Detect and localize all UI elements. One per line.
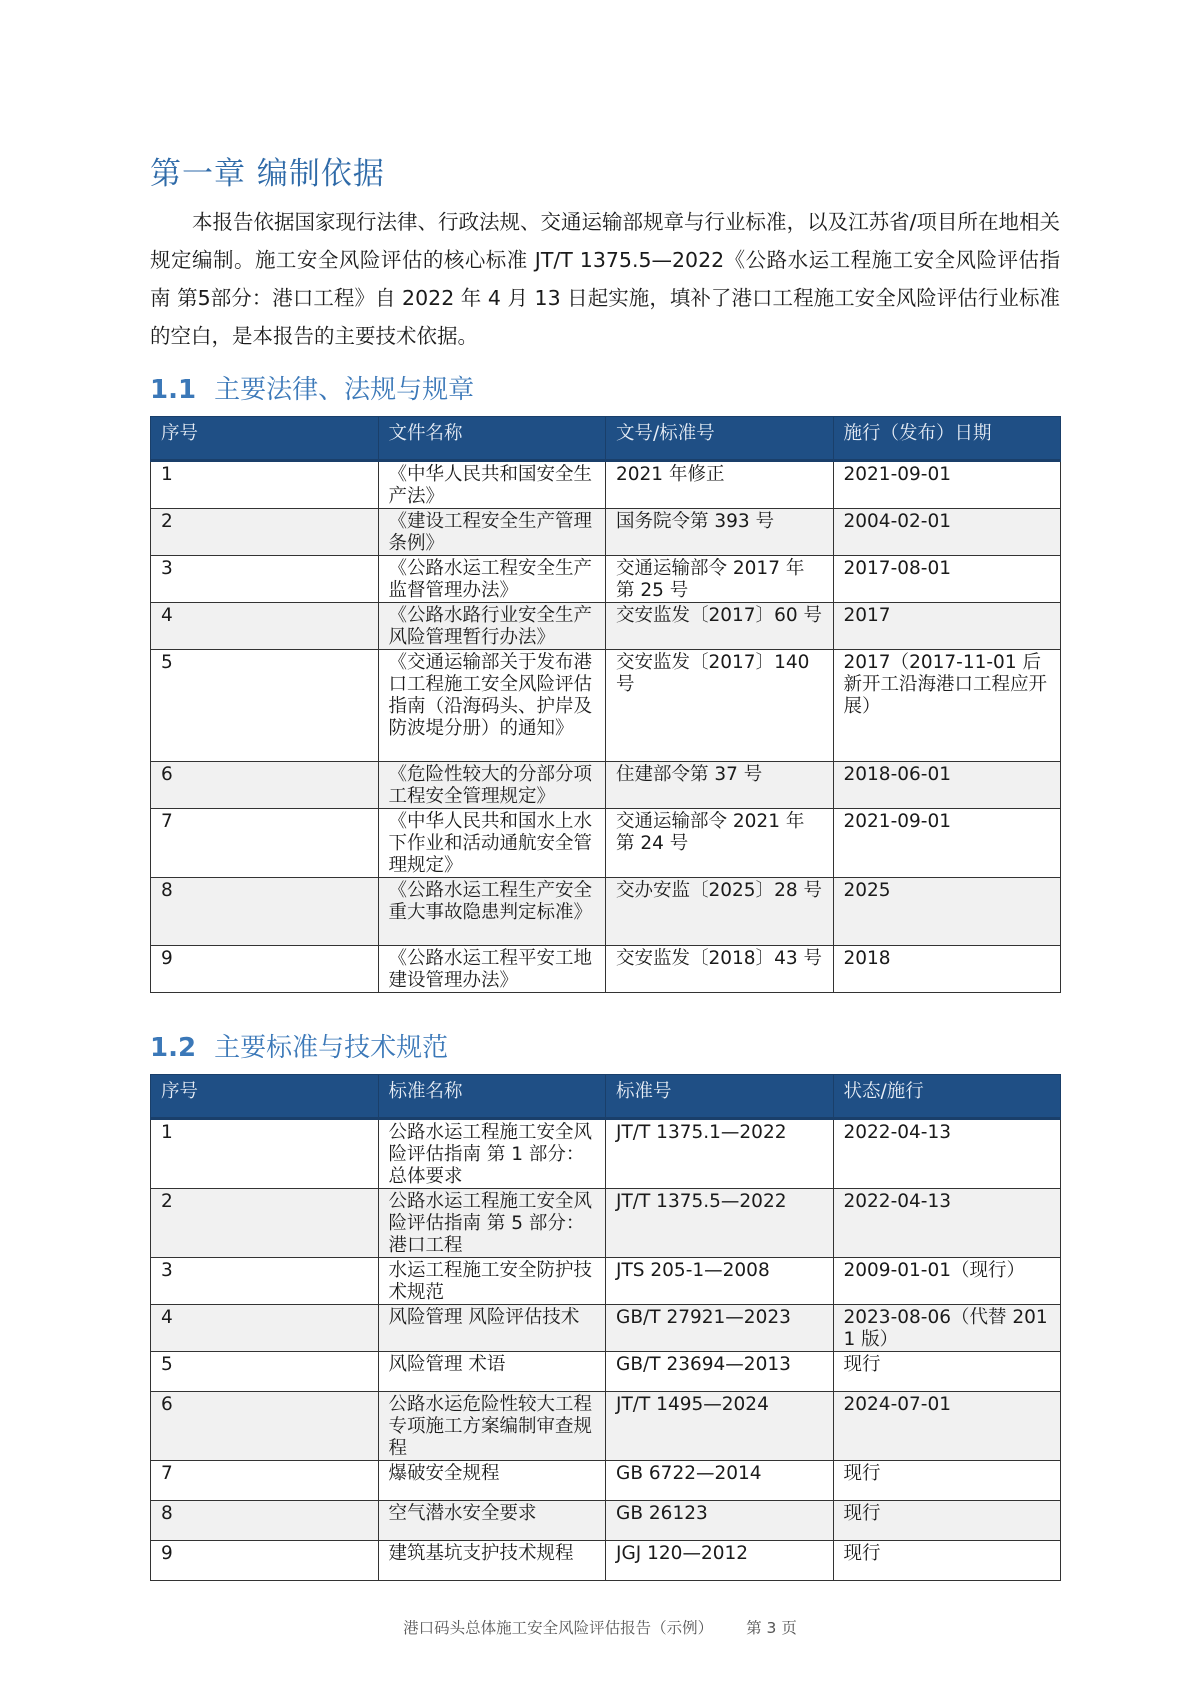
table-cell: 2 bbox=[151, 1189, 379, 1258]
header-cell: 施行（发布）日期 bbox=[833, 417, 1061, 461]
table-header-row bbox=[151, 1075, 1061, 1119]
table-cell: 2022-04-13 bbox=[833, 1119, 1061, 1189]
table-cell: 《公路水运工程生产安全重大事故隐患判定标准》 bbox=[378, 878, 606, 946]
table-cell: GB/T 27921—2023 bbox=[606, 1305, 834, 1352]
table-row bbox=[151, 1501, 1061, 1541]
table-cell: 5 bbox=[151, 650, 379, 762]
table-row bbox=[151, 556, 1061, 603]
table-cell: 现行 bbox=[833, 1461, 1061, 1501]
intro-paragraph: 本报告依据国家现行法律、行政法规、交通运输部规章与行业标准，以及江苏省/项目所在地相关规定编制。施工安全风险评估的核心标准 JT/T 1375.5—2022《公路水运工程施工安全风险评估指南 第5部分：港口工程》自 2022 年 4 月 13 日起实施，填补了港口工程施工安全风险评估行业标准的空白，是本报告的主要技术依据。 bbox=[150, 210, 1060, 348]
table-cell: 4 bbox=[151, 603, 379, 650]
table-row bbox=[151, 509, 1061, 556]
table-cell: JT/T 1375.1—2022 bbox=[606, 1119, 834, 1189]
table-row bbox=[151, 1305, 1061, 1352]
section-heading-1-1 bbox=[150, 369, 1060, 406]
table-cell: 2017 bbox=[833, 603, 1061, 650]
document-page bbox=[150, 148, 1060, 1581]
table-cell: JT/T 1495—2024 bbox=[606, 1392, 834, 1461]
table-cell: 风险管理 风险评估技术 bbox=[378, 1305, 606, 1352]
table-cell: 3 bbox=[151, 1258, 379, 1305]
table-row bbox=[151, 1189, 1061, 1258]
table-cell: 《公路水运工程安全生产监督管理办法》 bbox=[378, 556, 606, 603]
table-cell: JTS 205-1—2008 bbox=[606, 1258, 834, 1305]
table-cell: 交安监发〔2017〕140 号 bbox=[606, 650, 834, 762]
table-cell: 2021 年修正 bbox=[606, 461, 834, 509]
table-row bbox=[151, 650, 1061, 762]
header-cell: 序号 bbox=[151, 1075, 379, 1119]
table-cell: 风险管理 术语 bbox=[378, 1352, 606, 1392]
table-cell: GB 6722—2014 bbox=[606, 1461, 834, 1501]
table-cell: 空气潜水安全要求 bbox=[378, 1501, 606, 1541]
table-cell: 2017（2017-11-01 后新开工沿海港口工程应开展） bbox=[833, 650, 1061, 762]
table-cell: 2 bbox=[151, 509, 379, 556]
header-cell: 标准号 bbox=[606, 1075, 834, 1119]
table-row bbox=[151, 1352, 1061, 1392]
standards-table bbox=[150, 1074, 1061, 1581]
section-title: 主要标准与技术规范 bbox=[214, 1033, 449, 1063]
table-cell: 3 bbox=[151, 556, 379, 603]
footer-page-number: 第 3 页 bbox=[746, 1619, 797, 1637]
header-cell: 状态/施行 bbox=[833, 1075, 1061, 1119]
table-cell: 9 bbox=[151, 946, 379, 993]
table-cell: 水运工程施工安全防护技术规范 bbox=[378, 1258, 606, 1305]
table-cell: 2021-09-01 bbox=[833, 461, 1061, 509]
footer-report-title: 港口码头总体施工安全风险评估报告（示例） bbox=[403, 1619, 714, 1637]
table-cell: 交办安监〔2025〕28 号 bbox=[606, 878, 834, 946]
table-cell: 2018 bbox=[833, 946, 1061, 993]
table-cell: 2024-07-01 bbox=[833, 1392, 1061, 1461]
table-row bbox=[151, 461, 1061, 509]
table-cell: 6 bbox=[151, 1392, 379, 1461]
table-cell: JGJ 120—2012 bbox=[606, 1541, 834, 1581]
header-cell: 标准名称 bbox=[378, 1075, 606, 1119]
table-cell: 交安监发〔2018〕43 号 bbox=[606, 946, 834, 993]
table-cell: 建筑基坑支护技术规程 bbox=[378, 1541, 606, 1581]
table-cell: 爆破安全规程 bbox=[378, 1461, 606, 1501]
table-cell: 7 bbox=[151, 1461, 379, 1501]
table-cell: 4 bbox=[151, 1305, 379, 1352]
page-footer bbox=[0, 1616, 1200, 1638]
table-row bbox=[151, 946, 1061, 993]
table-cell: 公路水运工程施工安全风险评估指南 第 5 部分：港口工程 bbox=[378, 1189, 606, 1258]
table-cell: 《危险性较大的分部分项工程安全管理规定》 bbox=[378, 762, 606, 809]
table-cell: 2021-09-01 bbox=[833, 809, 1061, 878]
table-row bbox=[151, 1541, 1061, 1581]
table-cell: 8 bbox=[151, 878, 379, 946]
table-cell: JT/T 1375.5—2022 bbox=[606, 1189, 834, 1258]
table-cell: 2017-08-01 bbox=[833, 556, 1061, 603]
table-cell: 现行 bbox=[833, 1352, 1061, 1392]
laws-table bbox=[150, 416, 1061, 993]
table-cell: 2009-01-01（现行） bbox=[833, 1258, 1061, 1305]
table-cell: 交安监发〔2017〕60 号 bbox=[606, 603, 834, 650]
section-title: 主要法律、法规与规章 bbox=[214, 375, 475, 405]
section-number: 1.1 bbox=[150, 375, 197, 405]
table-cell: 《公路水路行业安全生产风险管理暂行办法》 bbox=[378, 603, 606, 650]
table-cell: 国务院令第 393 号 bbox=[606, 509, 834, 556]
table-cell: 《中华人民共和国安全生产法》 bbox=[378, 461, 606, 509]
table-cell: GB 26123 bbox=[606, 1501, 834, 1541]
table-cell: 公路水运工程施工安全风险评估指南 第 1 部分：总体要求 bbox=[378, 1119, 606, 1189]
table-cell: 《公路水运工程平安工地建设管理办法》 bbox=[378, 946, 606, 993]
table-cell: 现行 bbox=[833, 1541, 1061, 1581]
table-row bbox=[151, 762, 1061, 809]
table-cell: 5 bbox=[151, 1352, 379, 1392]
table-row bbox=[151, 809, 1061, 878]
table-cell: 1 bbox=[151, 1119, 379, 1189]
table-row bbox=[151, 1258, 1061, 1305]
table-cell: GB/T 23694—2013 bbox=[606, 1352, 834, 1392]
section-heading-1-2 bbox=[150, 1027, 1060, 1064]
table-cell: 现行 bbox=[833, 1501, 1061, 1541]
table-cell: 7 bbox=[151, 809, 379, 878]
table-row bbox=[151, 1461, 1061, 1501]
chapter-title: 第一章 编制依据 bbox=[150, 156, 385, 192]
table-cell: 6 bbox=[151, 762, 379, 809]
header-cell: 文号/标准号 bbox=[606, 417, 834, 461]
table-cell: 2022-04-13 bbox=[833, 1189, 1061, 1258]
table-cell: 交通运输部令 2021 年第 24 号 bbox=[606, 809, 834, 878]
header-cell: 序号 bbox=[151, 417, 379, 461]
table-cell: 2018-06-01 bbox=[833, 762, 1061, 809]
table-cell: 2023-08-06（代替 2011 版） bbox=[833, 1305, 1061, 1352]
header-cell: 文件名称 bbox=[378, 417, 606, 461]
table-cell: 8 bbox=[151, 1501, 379, 1541]
table-cell: 9 bbox=[151, 1541, 379, 1581]
table-cell: 2004-02-01 bbox=[833, 509, 1061, 556]
table-cell: 公路水运危险性较大工程专项施工方案编制审查规程 bbox=[378, 1392, 606, 1461]
table-cell: 《中华人民共和国水上水下作业和活动通航安全管理规定》 bbox=[378, 809, 606, 878]
table-cell: 交通运输部令 2017 年第 25 号 bbox=[606, 556, 834, 603]
table-row bbox=[151, 603, 1061, 650]
section-number: 1.2 bbox=[150, 1033, 197, 1063]
table-cell: 2025 bbox=[833, 878, 1061, 946]
table-cell: 1 bbox=[151, 461, 379, 509]
table-row bbox=[151, 1119, 1061, 1189]
table-row bbox=[151, 878, 1061, 946]
table-cell: 住建部令第 37 号 bbox=[606, 762, 834, 809]
table-header-row bbox=[151, 417, 1061, 461]
table-row bbox=[151, 1392, 1061, 1461]
table-cell: 《交通运输部关于发布港口工程施工安全风险评估指南（沿海码头、护岸及防波堤分册）的通知》 bbox=[378, 650, 606, 762]
table-cell: 《建设工程安全生产管理条例》 bbox=[378, 509, 606, 556]
